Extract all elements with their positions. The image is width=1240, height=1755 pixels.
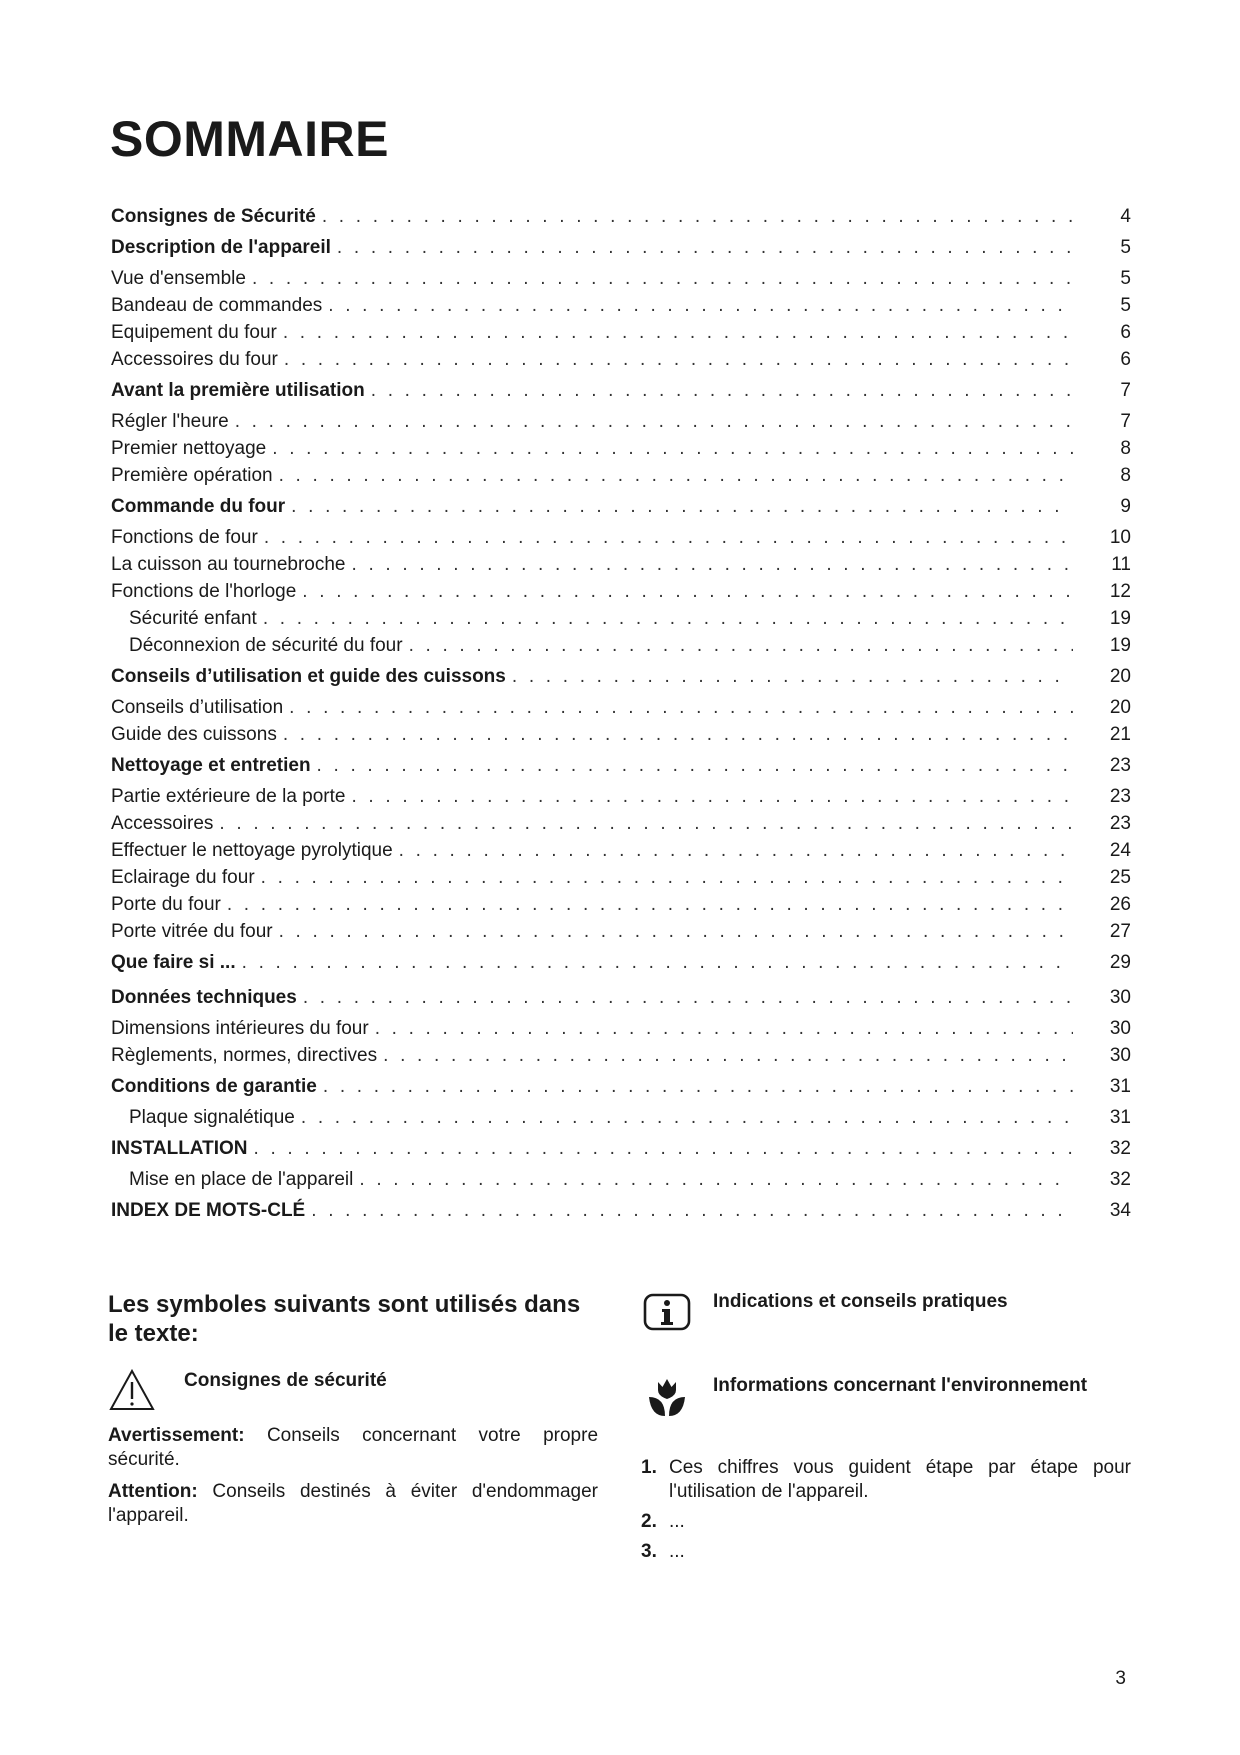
toc-entry-page: 24 xyxy=(1109,840,1131,861)
toc-entry xyxy=(111,435,1131,462)
toc-entry xyxy=(111,1104,1131,1131)
toc-entry-page: 8 xyxy=(1120,438,1131,459)
legend-heading: Les symboles suivants sont utilisés dans le texte: xyxy=(108,1291,581,1347)
toc-entry xyxy=(111,346,1131,373)
toc-entry-title: Premier nettoyage xyxy=(111,438,267,459)
dot-leader xyxy=(409,632,1073,659)
toc-entry-title: Sécurité enfant xyxy=(129,608,257,629)
toc-entry-title: Partie extérieure de la porte xyxy=(111,786,346,807)
toc-entry-page: 12 xyxy=(1109,581,1131,602)
toc-entry xyxy=(111,632,1131,659)
toc-entry xyxy=(111,783,1131,810)
toc-entry xyxy=(111,891,1131,918)
toc-entry xyxy=(111,1166,1131,1193)
dot-leader xyxy=(254,1131,1074,1166)
toc-entry-page: 23 xyxy=(1109,786,1131,807)
dot-leader xyxy=(383,1042,1073,1069)
toc-entry-page: 6 xyxy=(1120,349,1131,370)
dot-leader xyxy=(328,292,1073,319)
toc-entry-page: 32 xyxy=(1109,1169,1131,1190)
toc-entry-title: Porte du four xyxy=(111,894,221,915)
toc-entry xyxy=(111,748,1131,783)
environment-label: Informations concernant l'environnement xyxy=(713,1375,1088,1396)
toc-entry-page: 20 xyxy=(1109,666,1131,687)
dot-leader xyxy=(235,408,1073,435)
dot-leader xyxy=(252,265,1073,292)
toc-entry xyxy=(111,489,1131,524)
step-number: 1. xyxy=(641,1457,657,1478)
toc-entry xyxy=(111,373,1131,408)
toc-entry xyxy=(111,292,1131,319)
toc-entry-title: Porte vitrée du four xyxy=(111,921,273,942)
toc-entry xyxy=(111,524,1131,551)
dot-leader xyxy=(279,462,1073,489)
list-item xyxy=(641,1456,1131,1504)
toc-entry-title: Accessoires du four xyxy=(111,349,278,370)
toc-entry-title: INSTALLATION xyxy=(111,1138,248,1159)
toc-entry-page: 6 xyxy=(1120,322,1131,343)
toc-entry-page: 30 xyxy=(1109,1018,1131,1039)
toc-entry-page: 32 xyxy=(1109,1138,1131,1159)
warning-triangle-icon xyxy=(108,1368,156,1412)
dot-leader xyxy=(399,837,1073,864)
toc-entry-title: Régler l'heure xyxy=(111,411,229,432)
toc-entry-page: 23 xyxy=(1109,755,1131,776)
toc-entry-title: Que faire si ... xyxy=(111,952,236,973)
dot-leader xyxy=(264,524,1073,551)
toc-entry-title: Dimensions intérieures du four xyxy=(111,1018,369,1039)
dot-leader xyxy=(359,1166,1073,1193)
toc-entry-title: Mise en place de l'appareil xyxy=(129,1169,354,1190)
toc-entry-page: 26 xyxy=(1109,894,1131,915)
toc-entry-title: Guide des cuissons xyxy=(111,724,277,745)
dot-leader xyxy=(323,1069,1073,1104)
toc-entry xyxy=(111,1193,1131,1228)
toc-entry xyxy=(111,659,1131,694)
toc-entry-title: INDEX DE MOTS-CLÉ xyxy=(111,1200,306,1221)
toc-entry xyxy=(111,578,1131,605)
toc-entry xyxy=(111,265,1131,292)
toc-entry-page: 30 xyxy=(1109,987,1131,1008)
toc-entry-title: Description de l'appareil xyxy=(111,237,331,258)
table-of-contents xyxy=(111,203,1131,1228)
toc-entry-page: 5 xyxy=(1120,237,1131,258)
toc-entry-page: 19 xyxy=(1109,635,1131,656)
toc-entry-title: Déconnexion de sécurité du four xyxy=(129,635,403,656)
toc-entry-title: Vue d'ensemble xyxy=(111,268,246,289)
toc-entry-title: Eclairage du four xyxy=(111,867,255,888)
toc-entry-page: 5 xyxy=(1120,295,1131,316)
attention-note xyxy=(108,1480,598,1528)
attention-text: Conseils destinés à éviter d'endommager l'appareil. xyxy=(108,1481,599,1526)
toc-entry-title: La cuisson au tournebroche xyxy=(111,554,346,575)
toc-entry xyxy=(111,1042,1131,1069)
safety-symbol-row xyxy=(108,1368,598,1412)
toc-entry-page: 31 xyxy=(1109,1107,1131,1128)
toc-entry-page: 21 xyxy=(1109,724,1131,745)
dot-leader xyxy=(311,1193,1073,1228)
toc-entry xyxy=(111,864,1131,891)
dot-leader xyxy=(352,551,1074,578)
warning-note xyxy=(108,1424,598,1472)
toc-entry-title: Bandeau de commandes xyxy=(111,295,323,316)
dot-leader xyxy=(351,783,1073,810)
toc-entry-title: Conseils d’utilisation et guide des cuissons xyxy=(111,666,506,687)
toc-entry-title: Plaque signalétique xyxy=(129,1107,295,1128)
warning-text: Conseils concernant votre propre sécurité. xyxy=(108,1425,599,1470)
dot-leader xyxy=(283,721,1073,748)
toc-entry-title: Consignes de Sécurité xyxy=(111,206,316,227)
dot-leader xyxy=(242,945,1073,980)
dot-leader xyxy=(303,980,1073,1015)
info-label: Indications et conseils pratiques xyxy=(713,1291,1008,1312)
dot-leader xyxy=(337,230,1073,265)
warning-term: Avertissement: xyxy=(108,1425,245,1446)
toc-entry-title: Equipement du four xyxy=(111,322,277,343)
dot-leader xyxy=(272,435,1073,462)
toc-entry-title: Commande du four xyxy=(111,496,286,517)
toc-entry-title: Première opération xyxy=(111,465,273,486)
symbols-legend xyxy=(108,1290,598,1528)
toc-entry xyxy=(111,721,1131,748)
toc-entry-page: 11 xyxy=(1111,554,1131,575)
toc-entry-title: Données techniques xyxy=(111,987,297,1008)
steps-list xyxy=(641,1456,1131,1564)
toc-entry xyxy=(111,408,1131,435)
toc-entry xyxy=(111,980,1131,1015)
toc-entry-page: 19 xyxy=(1109,608,1131,629)
toc-entry xyxy=(111,319,1131,346)
toc-entry-page: 20 xyxy=(1109,697,1131,718)
toc-entry-page: 23 xyxy=(1109,813,1131,834)
toc-entry xyxy=(111,810,1131,837)
toc-entry xyxy=(111,605,1131,632)
list-item xyxy=(641,1510,1131,1534)
toc-entry-title: Règlements, normes, directives xyxy=(111,1045,378,1066)
step-number: 3. xyxy=(641,1541,657,1562)
toc-entry-title: Accessoires xyxy=(111,813,214,834)
list-item xyxy=(641,1540,1131,1564)
toc-entry xyxy=(111,203,1131,230)
toc-entry-page: 7 xyxy=(1120,411,1131,432)
dot-leader xyxy=(302,578,1073,605)
toc-entry-title: Conditions de garantie xyxy=(111,1076,317,1097)
dot-leader xyxy=(291,489,1073,524)
dot-leader xyxy=(263,605,1073,632)
toc-entry xyxy=(111,694,1131,721)
toc-entry-title: Conseils d’utilisation xyxy=(111,697,284,718)
step-text: ... xyxy=(669,1541,685,1562)
toc-entry-page: 31 xyxy=(1109,1076,1131,1097)
toc-entry xyxy=(111,462,1131,489)
dot-leader xyxy=(322,203,1073,230)
toc-entry-title: Nettoyage et entretien xyxy=(111,755,311,776)
dot-leader xyxy=(279,918,1073,945)
toc-entry xyxy=(111,1069,1131,1104)
toc-entry-page: 25 xyxy=(1109,867,1131,888)
step-text: Ces chiffres vous guident étape par étape pour l'utilisation de l'appareil. xyxy=(669,1457,1131,1502)
toc-entry xyxy=(111,945,1131,980)
toc-entry xyxy=(111,837,1131,864)
info-icon xyxy=(641,1290,693,1334)
dot-leader xyxy=(219,810,1073,837)
step-text: ... xyxy=(669,1511,685,1532)
dot-leader xyxy=(375,1015,1073,1042)
attention-term: Attention: xyxy=(108,1481,198,1502)
environment-flower-icon xyxy=(641,1372,693,1418)
dot-leader xyxy=(227,891,1073,918)
toc-entry-title: Fonctions de four xyxy=(111,527,258,548)
dot-leader xyxy=(512,659,1073,694)
toc-entry-page: 5 xyxy=(1120,268,1131,289)
toc-entry-page: 29 xyxy=(1109,952,1131,973)
toc-entry-page: 8 xyxy=(1120,465,1131,486)
toc-entry-page: 30 xyxy=(1109,1045,1131,1066)
toc-entry xyxy=(111,230,1131,265)
toc-entry xyxy=(111,1131,1131,1166)
dot-leader xyxy=(283,319,1073,346)
toc-entry xyxy=(111,1015,1131,1042)
dot-leader xyxy=(317,748,1073,783)
safety-label: Consignes de sécurité xyxy=(184,1370,387,1391)
page-title: SOMMAIRE xyxy=(110,111,389,167)
toc-entry xyxy=(111,918,1131,945)
dot-leader xyxy=(301,1104,1073,1131)
dot-leader xyxy=(261,864,1073,891)
toc-entry-page: 10 xyxy=(1109,527,1131,548)
environment-symbol-row xyxy=(641,1372,1131,1418)
dot-leader xyxy=(371,373,1073,408)
dot-leader xyxy=(284,346,1073,373)
toc-entry-title: Avant la première utilisation xyxy=(111,380,365,401)
toc-entry-page: 7 xyxy=(1120,380,1131,401)
info-symbol-row xyxy=(641,1290,1131,1334)
toc-entry-title: Effectuer le nettoyage pyrolytique xyxy=(111,840,393,861)
symbols-legend-right xyxy=(641,1290,1131,1570)
dot-leader xyxy=(289,694,1073,721)
toc-entry-page: 9 xyxy=(1120,496,1131,517)
toc-entry-page: 27 xyxy=(1109,921,1131,942)
toc-entry xyxy=(111,551,1131,578)
toc-entry-title: Fonctions de l'horloge xyxy=(111,581,297,602)
toc-entry-page: 4 xyxy=(1120,206,1131,227)
page-number: 3 xyxy=(1115,1668,1126,1689)
step-number: 2. xyxy=(641,1511,657,1532)
toc-entry-page: 34 xyxy=(1109,1200,1131,1221)
